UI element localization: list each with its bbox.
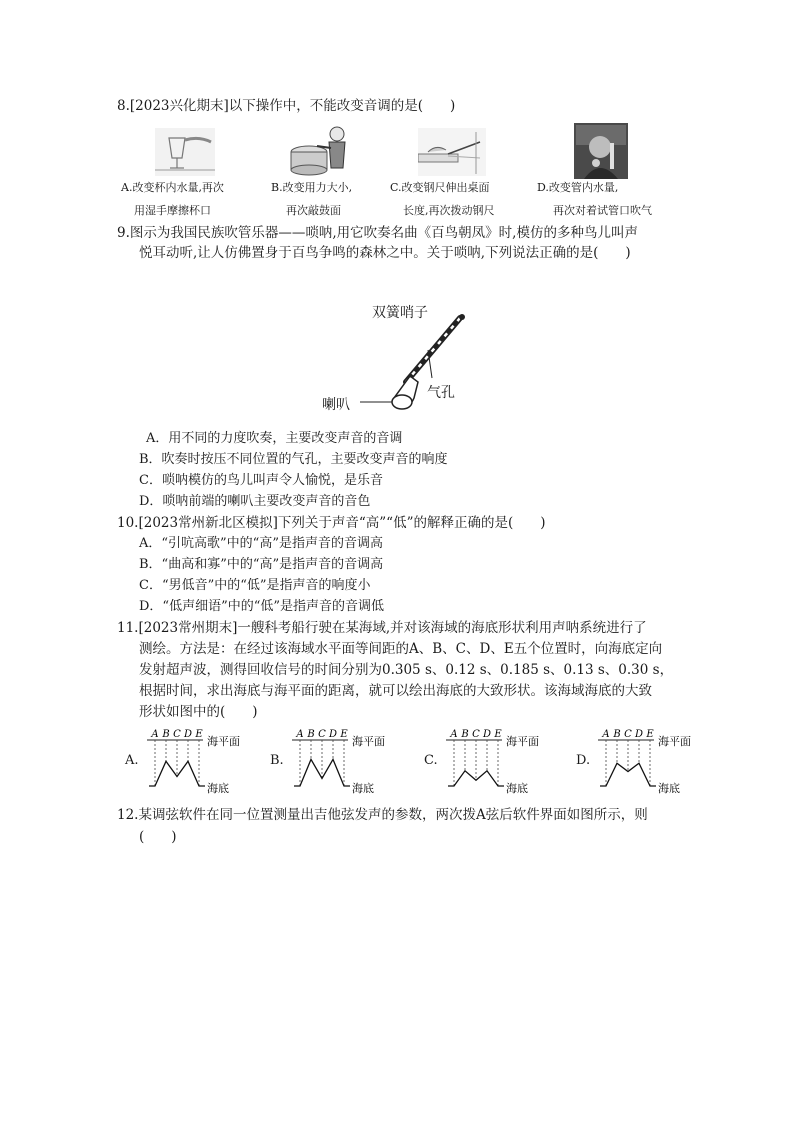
- q11-label-seabed: 海底: [658, 782, 680, 795]
- q11-point-letter: D: [482, 729, 492, 740]
- q8-d-testtube-photo: [574, 123, 628, 179]
- q9-label-horn: 喇叭: [322, 397, 350, 413]
- q11-point-letter: E: [494, 729, 502, 740]
- q9-option-b: B．吹奏时按压不同位置的气孔，主要改变声音的响度: [139, 452, 448, 467]
- q10-option-d: D．“低声细语”中的“低”是指声音的音调低: [139, 599, 385, 614]
- q11-option-b-diagram: [292, 726, 422, 798]
- q11-point-letter: B: [613, 729, 621, 740]
- q11-label-sea-surface: 海平面: [658, 735, 691, 748]
- q8-option-a-line2: 用湿手摩擦杯口: [134, 204, 211, 217]
- q11-point-letter: D: [183, 729, 193, 740]
- q12-stem-line2: ( ): [139, 829, 177, 845]
- q11-point-letter: C: [472, 729, 480, 740]
- q11-option-b-letter: B.: [270, 753, 284, 768]
- q11-option-c-letter: C.: [424, 753, 438, 768]
- q11-option-c-diagram: [446, 726, 576, 798]
- q11-point-letter: E: [195, 729, 203, 740]
- q11-point-letter: A: [602, 729, 610, 740]
- q11-label-sea-surface: 海平面: [506, 735, 539, 748]
- q11-point-letter: C: [173, 729, 181, 740]
- q11-point-letter: B: [307, 729, 315, 740]
- q11-label-seabed: 海底: [506, 782, 528, 795]
- q8-option-b-line1: B.改变用力大小,: [271, 181, 353, 194]
- q10-option-a: A．“引吭高歌”中的“高”是指声音的音调高: [139, 536, 383, 551]
- q11-point-letter: C: [318, 729, 326, 740]
- q9-option-d: D．唢呐前端的喇叭主要改变声音的音色: [139, 494, 371, 509]
- q11-point-letter: A: [450, 729, 458, 740]
- q8-a-glass-picture: [155, 128, 215, 176]
- q11-stem-line5: 形状如图中的( ): [139, 704, 258, 720]
- q11-stem-line4: 根据时间，求出海底与海平面的距离，就可以绘出海底的大致形状。该海域海底的大致: [139, 683, 652, 699]
- q11-point-letter: E: [646, 729, 654, 740]
- q8-option-c-line1: C.改变钢尺伸出桌面: [390, 181, 490, 194]
- q11-option-a-diagram: [147, 726, 277, 798]
- q11-stem-line3: 发射超声波，测得回收信号的时间分别为0.305 s、0.12 s、0.185 s、0.13 s、0.30 s，: [139, 662, 674, 678]
- q11-label-sea-surface: 海平面: [352, 735, 385, 748]
- q9-option-c: C．唢呐模仿的鸟儿叫声令人愉悦，是乐音: [139, 473, 383, 488]
- q8-c-ruler-picture: [418, 128, 486, 176]
- q10-option-c: C．“男低音”中的“低”是指声音的响度小: [139, 578, 371, 593]
- q10-stem: 10.[2023常州新北区模拟]下列关于声音“高”“低”的解释正确的是( ): [117, 515, 546, 531]
- q12-stem-line1: 12.某调弦软件在同一位置测量出吉他弦发声的参数，两次拨A弦后软件界面如图所示，则: [117, 807, 648, 823]
- q11-point-letter: E: [340, 729, 348, 740]
- q11-point-letter: C: [624, 729, 632, 740]
- q11-point-letter: D: [634, 729, 644, 740]
- q11-seabed-profile: [600, 763, 656, 786]
- q11-point-letter: B: [162, 729, 170, 740]
- q11-point-letter: A: [151, 729, 159, 740]
- q8-stem: 8.[2023兴化期末]以下操作中，不能改变音调的是( ): [117, 98, 456, 114]
- q11-option-d-letter: D.: [576, 753, 591, 768]
- q9-stem-line1: 9.图示为我国民族吹管乐器——唢呐,用它吹奏名曲《百鸟朝凤》时,模仿的多种鸟儿叫声: [117, 225, 638, 241]
- q11-stem-line2: 测绘。方法是：在经过该海域水平面等间距的A、B、C、D、E五个位置时，向海底定向: [139, 641, 663, 657]
- q11-option-d-diagram: [598, 726, 728, 798]
- q11-label-seabed: 海底: [352, 782, 374, 795]
- q8-option-d-line2: 再次对着试管口吹气: [553, 204, 652, 217]
- q11-point-letter: B: [461, 729, 469, 740]
- q9-label-reed: 双簧哨子: [372, 305, 428, 321]
- q9-option-a: A．用不同的力度吹奏，主要改变声音的音调: [146, 431, 403, 446]
- q9-label-hole: 气孔: [427, 385, 455, 401]
- q8-option-c-line2: 长度,再次拨动钢尺: [403, 204, 495, 217]
- q11-stem-line1: 11.[2023常州期末]一艘科考船行驶在某海域,并对该海域的海底形状利用声呐系统进行了: [117, 620, 647, 636]
- q11-label-sea-surface: 海平面: [207, 735, 240, 748]
- q8-option-b-line2: 再次敲鼓面: [286, 204, 341, 217]
- q11-label-seabed: 海底: [207, 782, 229, 795]
- q9-stem-line2: 悦耳动听,让人仿佛置身于百鸟争鸣的森林之中。关于唢呐,下列说法正确的是( ): [139, 245, 631, 261]
- q10-option-b: B．“曲高和寡”中的“高”是指声音的音调高: [139, 557, 384, 572]
- q8-option-a-line1: A.改变杯内水量,再次: [121, 181, 224, 194]
- q8-b-drum-picture: [287, 124, 353, 180]
- q11-option-a-letter: A.: [125, 753, 139, 768]
- q11-point-letter: D: [328, 729, 338, 740]
- q8-option-d-line1: D.改变管内水量,: [537, 181, 619, 194]
- q11-point-letter: A: [296, 729, 304, 740]
